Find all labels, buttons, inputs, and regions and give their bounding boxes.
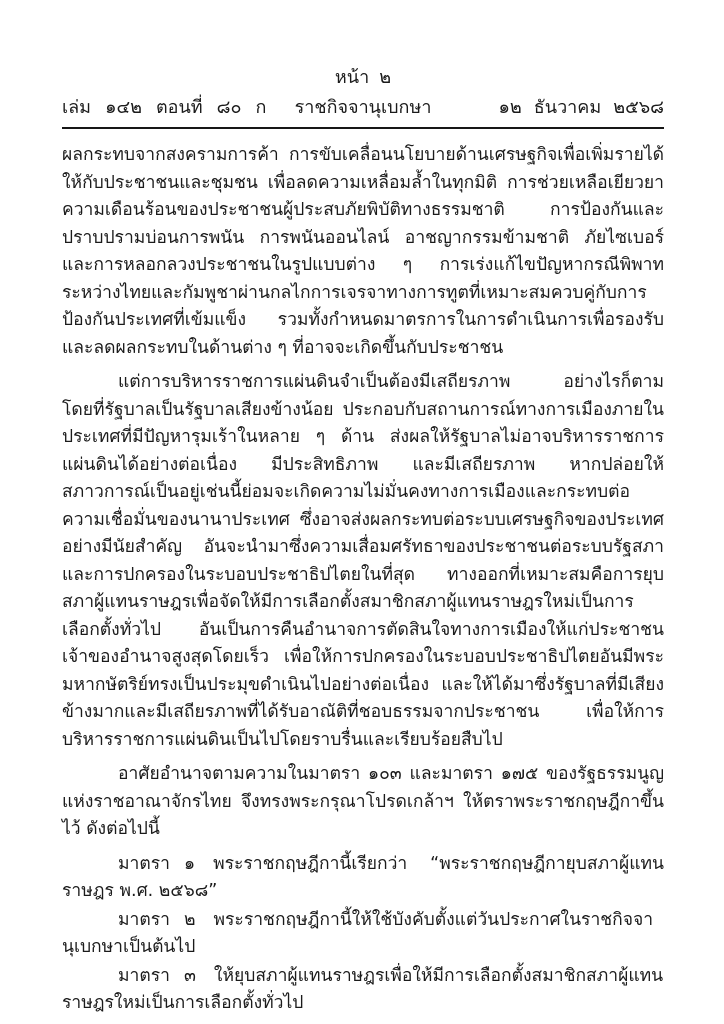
part-number: ๘๐ bbox=[216, 97, 242, 118]
date-month: ธันวาคม bbox=[533, 97, 602, 118]
header-page-number bbox=[62, 66, 664, 90]
article-clause-2 bbox=[62, 907, 664, 962]
article-text: ให้ยุบสภาผู้แทนราษฎรเพื่อให้มีการเลือกตั้งสมาชิกสภาผู้แทนราษฎรใหม่เป็นการเลือกตั้งทั่วไป bbox=[62, 965, 664, 1013]
part-word: ตอนที่ bbox=[155, 97, 203, 118]
article-clause-1 bbox=[62, 851, 664, 906]
article-clause-3 bbox=[62, 963, 664, 1018]
header-meta-row bbox=[62, 96, 664, 129]
page-number: ๒ bbox=[379, 67, 392, 88]
article-label: มาตรา bbox=[118, 853, 170, 874]
date-year: ๒๕๖๘ bbox=[613, 97, 665, 118]
article-text: พระราชกฤษฎีกานี้เรียกว่า “พระราชกฤษฎีกายุบสภาผู้แทนราษฎร พ.ศ. ๒๕๖๘” bbox=[62, 853, 664, 901]
gazette-title: ราชกิจจานุเบกษา bbox=[294, 97, 432, 118]
article-text: พระราชกฤษฎีกานี้ให้ใช้บังคับตั้งแต่วันประกาศในราชกิจจานุเบกษาเป็นต้นไป bbox=[62, 909, 654, 957]
body-paragraph-continuation: ผลกระทบจากสงครามการค้า การขับเคลื่อนนโยบายด้านเศรษฐกิจเพื่อเพิ่มรายได้ให้กับประชาชนและชุมชน เพื่อลดความเหลื่อมล้ำในทุกมิติ การช่วยเหลือเยียวยาความเดือนร้อนของประชาชนผู้ประสบภัยพิบัติทางธรรมชาติ การป้องกันและปราบปรามบ่อนการพนัน การพนันออนไลน์ อาชญากรรมข้ามชาติ ภัยไซเบอร์ และการหลอกลวงประชาชนในรูปแบบต่าง ๆ การเร่งแก้ไขปัญหากรณีพิพาทระหว่างไทยและกัมพูชาผ่านกลไกการเจรจาทางการทูตที่เหมาะสมควบคู่กับการป้องกันประเทศที่เข้มแข็ง รวมทั้งกำหนดมาตรการในการดำเนินการเพื่อรองรับและลดผลกระทบในด้านต่าง ๆ ที่อาจจะเกิดขึ้นกับประชาชน bbox=[62, 145, 664, 358]
article-number: ๓ bbox=[183, 965, 196, 986]
page-word: หน้า bbox=[334, 67, 370, 88]
article-label: มาตรา bbox=[118, 965, 170, 986]
volume-number: ๑๔๒ bbox=[105, 97, 142, 118]
article-label: มาตรา bbox=[118, 909, 170, 930]
document-body bbox=[62, 142, 664, 1018]
issue-date bbox=[431, 96, 664, 120]
article-number: ๒ bbox=[183, 909, 196, 930]
volume-word: เล่ม bbox=[62, 97, 92, 118]
date-day: ๑๒ bbox=[498, 97, 522, 118]
article-number: ๑ bbox=[183, 853, 196, 874]
section-letter: ก bbox=[255, 97, 267, 118]
body-paragraph: แต่การบริหารราชการแผ่นดินจำเป็นต้องมีเสถียรภาพ อย่างไรก็ตาม โดยที่รัฐบาลเป็นรัฐบาลเสียงข้างน้อย ประกอบกับสถานการณ์ทางการเมืองภายในประเทศที่มีปัญหารุมเร้าในหลาย ๆ ด้าน ส่งผลให้รัฐบาลไม่อาจบริหารราชการแผ่นดินได้อย่างต่อเนื่อง มีประสิทธิภาพ และมีเสถียรภาพ หากปล่อยให้สภาวการณ์เป็นอยู่เช่นนี้ย่อมจะเกิดความไม่มั่นคงทางการเมืองและกระทบต่อความเชื่อมั่นของนานาประเทศ ซึ่งอาจส่งผลกระทบต่อระบบเศรษฐกิจของประเทศอย่างมีนัยสำคัญ อันจะนำมาซึ่งความเสื่อมศรัทธาของประชาชนต่อระบบรัฐสภาและการปกครองในระบอบประชาธิปไตยในที่สุด ทางออกที่เหมาะสมคือการยุบสภาผู้แทนราษฎรเพื่อจัดให้มีการเลือกตั้งสมาชิกสภาผู้แทนราษฎรใหม่เป็นการเลือกตั้งทั่วไป อันเป็นการคืนอำนาจการตัดสินใจทางการเมืองให้แก่ประชาชนเจ้าของอำนาจสูงสุดโดยเร็ว เพื่อให้การปกครองในระบอบประชาธิปไตยอันมีพระมหากษัตริย์ทรงเป็นประมุขดำเนินไปอย่างต่อเนื่อง และให้ได้มาซึ่งรัฐบาลที่มีเสียงข้างมากและมีเสถียรภาพที่ได้รับอาณัติที่ชอบธรรมจากประชาชน เพื่อให้การบริหารราชการแผ่นดินเป็นไปโดยราบรื่นและเรียบร้อยสืบไป bbox=[62, 372, 664, 750]
volume-info bbox=[62, 96, 295, 120]
body-paragraph-enactment: อาศัยอำนาจตามความในมาตรา ๑๐๓ และมาตรา ๑๗๕ ของรัฐธรรมนูญแห่งราชอาณาจักรไทย จึงทรงพระกรุณาโปรดเกล้าฯ ให้ตราพระราชกฤษฎีกาขึ้นไว้ ดังต่อไปนี้ bbox=[62, 764, 664, 839]
